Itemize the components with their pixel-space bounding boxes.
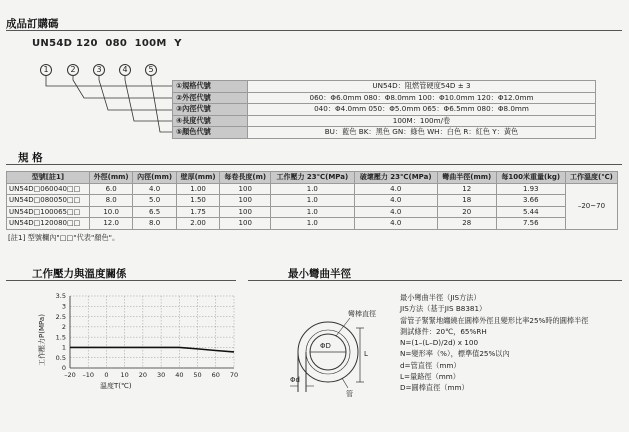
x-axis-label: 溫度T(℃) — [100, 382, 132, 390]
y-tick-label: 2 — [61, 323, 66, 332]
bend-rule — [248, 280, 622, 281]
y-axis-label: 工作壓力P(MPa) — [38, 314, 46, 366]
x-tick-label: 10 — [120, 371, 129, 379]
table-row: UN54D□080050□□ 8.0 5.0 1.50 100 1.0 4.0 18 3.66 — [7, 195, 618, 207]
position-4-circle: 4 — [119, 64, 131, 76]
x-tick-label: 70 — [229, 371, 239, 379]
spec-note: [註1] 型號欄內"□□"代表"顏色"。 — [8, 233, 120, 242]
chart-rule — [6, 280, 236, 281]
spec-table — [6, 171, 618, 230]
y-tick-label: 3 — [61, 302, 66, 311]
order-row-id: ③內徑代號 040：Φ4.0mm 050：Φ5.0mm 065：Φ6.5mm 080：Φ8.0mm — [173, 104, 596, 116]
x-tick-label: 50 — [193, 371, 202, 379]
order-row-od: ②外徑代號 060：Φ6.0mm 080：Φ8.0mm 100：Φ10.0mm 120：Φ12.0mm — [173, 92, 596, 104]
table-row: UN54D□120080□□ 12.0 8.0 2.00 100 1.0 4.0 28 7.56 — [7, 218, 618, 230]
specs-title: 規 格 — [18, 152, 43, 164]
order-row-color: ⑤顏色代號 BU：藍色 BK：黑色 GN：綠色 WH：白色 R：紅色 Y：黃色 — [173, 127, 596, 139]
y-tick-label: 1.5 — [55, 333, 66, 342]
x-tick-label: 0 — [104, 371, 109, 379]
L-label: L — [364, 350, 368, 358]
work-temp-cell: –20~70 — [565, 183, 617, 229]
position-3-circle: 3 — [93, 64, 105, 76]
order-code-table — [172, 80, 596, 139]
phiD-label: ΦD — [320, 342, 331, 350]
position-2-circle: 2 — [67, 64, 79, 76]
pressure-temp-chart — [0, 284, 250, 432]
bend-description: 最小彎曲半徑（JIS方法） JIS方法（基于JIS B8381） 當管子緊緊地纏繞在圓棒外徑且變形比率25%時的圓棒半徑 測試條件：20℃，65%RH N=(1–(L–D)/2d) x 100 N=變形率（%），標準值25%以內 d=管直徑（mm） L=量路徑（mm） D=圓棒直徑（mm） — [400, 293, 589, 393]
position-5-circle: 5 — [145, 64, 157, 76]
x-tick-label: 30 — [156, 371, 166, 379]
spec-header-row: 型號[註1] 外徑(mm) 內徑(mm) 壁厚(mm) 每卷長度(m) 工作壓力 23℃(MPa) 破壞壓力 23℃(MPa) 彎曲半徑(mm) 每100米重量(kg) 工作溫度(℃) — [7, 172, 618, 184]
part-number: UN54D 120 080 100M Y — [32, 38, 182, 49]
pressure-chart-title: 工作壓力與溫度關係 — [32, 268, 127, 280]
y-tick-label: 3.5 — [55, 292, 66, 301]
x-tick-label: 20 — [138, 371, 148, 379]
x-tick-label: 60 — [211, 371, 220, 379]
y-tick-label: 0.5 — [55, 353, 66, 362]
y-tick-label: 2.5 — [55, 312, 66, 321]
y-tick-label: 0 — [61, 364, 66, 373]
x-tick-label: –20 — [64, 371, 76, 379]
position-1-circle: 1 — [40, 64, 52, 76]
x-tick-label: –10 — [82, 371, 94, 379]
y-tick-label: 1 — [61, 343, 66, 352]
order-row-length: ④長度代號 100M：100m/卷 — [173, 115, 596, 127]
order-code-title: 成品訂購碼 — [6, 18, 59, 30]
bend-label: 彎棒直徑 — [348, 310, 376, 318]
table-row: UN54D□060040□□ 6.0 4.0 1.00 100 1.0 4.0 12 1.93 –20~70 — [7, 183, 618, 195]
bend-radius-title: 最小彎曲半徑 — [288, 268, 351, 280]
table-row: UN54D□100065□□ 10.0 6.5 1.75 100 1.0 4.0 20 5.44 — [7, 206, 618, 218]
tube-label: 管 — [346, 390, 353, 398]
x-tick-label: 40 — [175, 371, 184, 379]
bend-diagram — [290, 288, 400, 400]
order-row-spec: ①規格代號 UN54D：阻燃管硬度54D ± 3 — [173, 81, 596, 93]
series-line — [70, 347, 234, 352]
specs-rule — [6, 164, 622, 165]
phid-label: Φd — [290, 376, 300, 384]
